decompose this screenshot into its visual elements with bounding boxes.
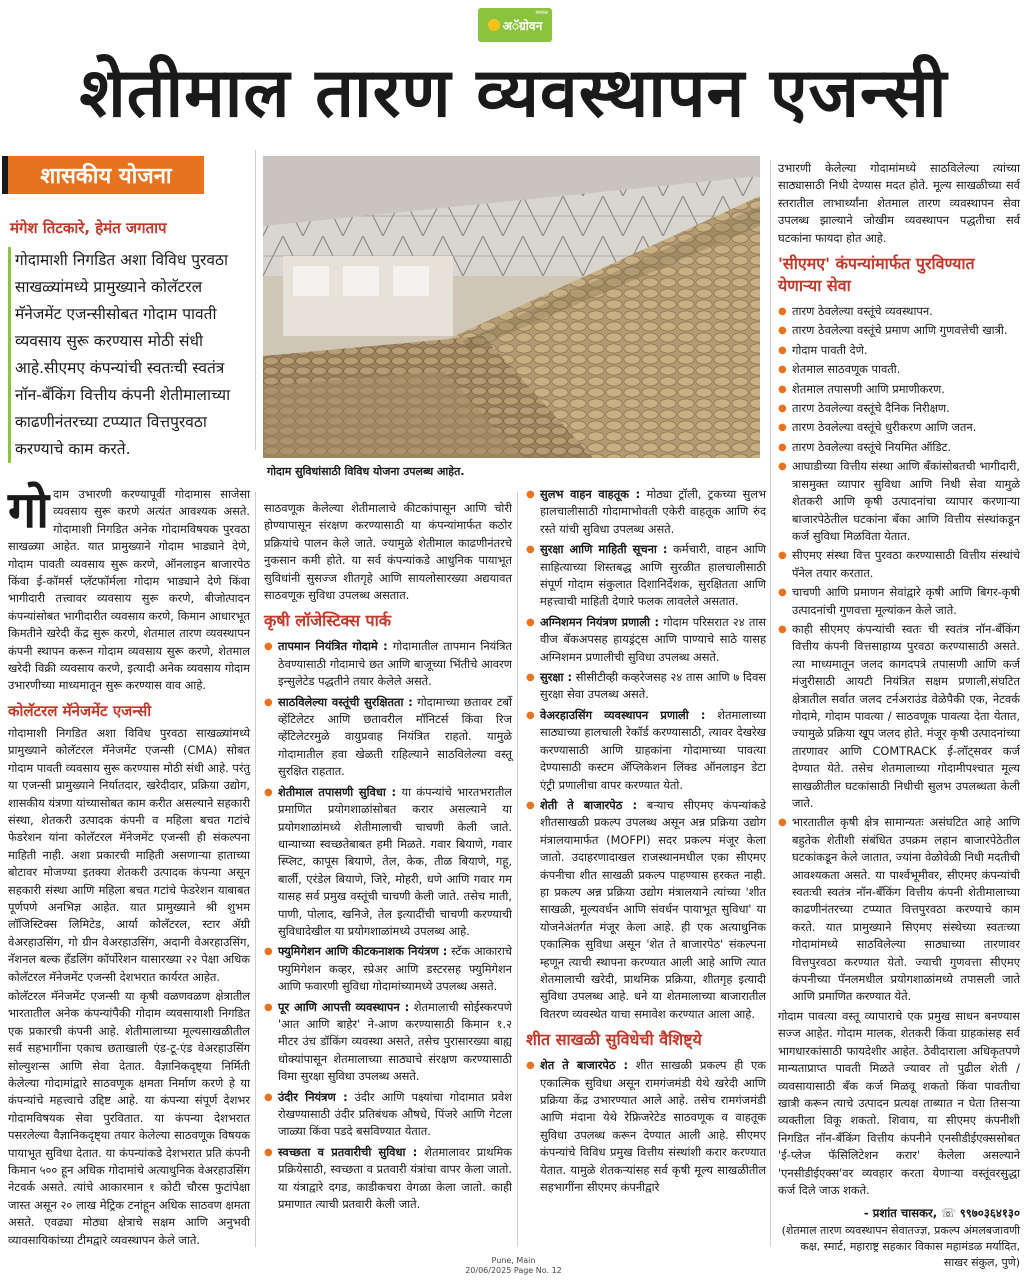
- column-divider: [255, 150, 256, 450]
- list-item: [526, 797, 766, 1023]
- bullet-title: सुरक्षा :: [540, 670, 573, 685]
- photo-caption: गोदाम सुविधांसाठी विविध योजना उपलब्ध आहेत.: [267, 465, 465, 478]
- list-item: [264, 1089, 512, 1141]
- dropcap: गो: [8, 481, 50, 539]
- bullet-text: स्टॅक आकाराचे फ्युमिगेशन कव्हर, स्प्रेअर आणि डस्टरसह फ्युमिगेशन आणि फवारणी सुविधा गोदामांच्यामध्ये उपलब्ध असते.: [278, 944, 513, 994]
- paragraph: गोदामाशी निगडित अशा विविध पुरवठा साखळ्यांमध्ये प्रामुख्याने कोलॅटरल मॅनेजमेंट एजन्सी (CMA) सोबत गोदाम पावती व्यवसाय सुरू करण्यास मोठी संधी आहे. परंतु या एजन्सी प्रामुख्याने निर्यातदार, खरेदीदार, प्रक्रिया उद्योग, शासकीय यंत्रणा यांच्यासोबत काम करीत असल्याने सहकारी संस्था, शेतकरी उत्पादक कंपनी व महिला बचत गटांचे फेडरेशन यांना कोलॅटरल मॅनेजमेंट एजन्सी ही संकल्पना माहिती नाही. अशा प्रकारची माहिती असणाऱ्या हाताच्या बोटावर मोजण्या इतक्या शेतकरी उत्पादक कंपन्या असून सहकारी संस्था आणि महिला बचत गटांचे फेडरेशन याबाबत पूर्णपणे अनभिज्ञ आहेत. यात प्रामुख्याने श्री शुभम लॉजिस्टिक्स लिमिटेड, आर्या कोलॅटरल, स्टार ॲग्री वेअरहाउसिंग, गो ग्रीन वेअरहाउसिंग, अदानी वेअरहाउसिंग, नॅशनल बल्क हँडलिंग कॉर्पोरेशन यासारख्या २२ पेक्षा अधिक कोलॅटरल मॅनेजमेंट एजन्सी देशभरात कार्यरत आहेत.: [8, 725, 250, 984]
- list-item: ● शेतमाल तपासणी आणि प्रमाणीकरण.: [778, 381, 1020, 398]
- lead-paragraph: गोदामाशी निगडित अशा विविध पुरवठा साखळ्यांमध्ये प्रामुख्याने कोलॅटरल मॅनेजमेंट एजन्सीसोबत गोदाम पावती व्यवसाय सुरू करण्यास मोठी संधी आहे.सीएमए कंपन्यांची स्वतःची स्वतंत्र नॉन-बँकिंग वित्तीय कंपनी शेतीमालाच्या काढणीनंतरच्या टप्प्यात वित्तपुरवठा करण्याचे काम करते.: [8, 247, 250, 463]
- list-item: [264, 999, 512, 1086]
- list-item: ● काही सीएमए कंपन्यांची स्वतः ची स्वतंत्र नॉन-बँकिंग वित्तीय कंपनी वित्तसाहाय्य पुरवठा करण्यासाठी असते. त्या माध्यमातून जलद कागदपत्रे तपासणी आणि कर्ज मंजुरीसाठी आयटी नियंत्रित सक्षम प्रणाली,संघटित क्षेत्रातील सर्वात जलद टर्नअराउंड वेळेपैकी एक, नेटवर्क गोदामे, गोदाम पावत्या / साठवणूक पावत्या देता येतात, ज्यामुळे प्रक्रिया खूप जलद होते. मंजूर कृषी उत्पादनांच्या तारणावर आणि COMTRACK ई-लॉट्सवर कर्ज देण्यात येते. तसेच शेतमालाच्या गोदामीपश्चात मूल्य साखळीतील घटकांसाठी निधीची सुलभ उपलब्धता केली जाते.: [778, 621, 1020, 812]
- bullet-title: शेती ते बाजारपेठ :: [540, 797, 638, 812]
- list-item: ● चाचणी आणि प्रमाणन सेवांद्वारे कृषी आणि बिगर-कृषी उत्पादनांची गुणवत्ता मूल्यांकन केले जाते.: [778, 584, 1020, 619]
- page-footer: [0, 1256, 1027, 1276]
- paragraph: उभारणी केलेल्या गोदामांमध्ये साठविलेल्या त्यांच्या साठ्यासाठी निधी देण्यास मदत होते. मूल्य साखळीच्या सर्व स्तरातील लाभार्थ्यांना शेतमाल तारण व्यवस्थापन सेवा उपलब्ध झाल्याने जोखीम व्यवस्थापन पद्धतीचा सर्व घटकांना फायदा होत आहे.: [778, 161, 1020, 245]
- bullet-title: शेत ते बाजारपेठ :: [540, 1058, 629, 1073]
- bullet-text: बऱ्याच सीएमए कंपन्यांकडे शीतसाखळी प्रकल्प उपलब्ध असून अन्न प्रक्रिया उद्योग मंत्रालयामार्फत (MOFPI) सदर प्रकल्प मंजूर केला जातो. उदाहरणादाखल राजस्थानमधील एका सीएमए कंपनीचा शीत साखळी प्रकल्प पाहण्यास हरकत नाही. हा प्रकल्प अन्न प्रक्रिया उद्योग मंत्रालयाने त्यांच्या 'शीत साखळी, मूल्यवर्धन आणि संवर्धन पायाभूत सुविधा' या योजनेअंतर्गत मंजूर केला आहे. ही एक अत्याधुनिक एकात्मिक सुविधा असून 'शेत ते बाजारपेठ' संकल्पना म्हणून त्याची स्थापना करण्यात आली आहे आणि त्यात शेतमालाची खरेदी, प्राथमिक प्रक्रिया, शीतगृह इत्यादी सुविधा उपलब्ध आहे. धने या शेतमालाच्या बाजारातील वितरण व्यवस्थेत याचा समावेश करण्यात आला आहे.: [540, 797, 767, 1021]
- headline: शेतीमाल तारण व्यवस्थापन एजन्सी: [79, 54, 948, 133]
- column-4: [778, 160, 1020, 1271]
- bullet-text: शीत साखळी प्रकल्प ही एक एकात्मिक सुविधा असून रामगंजमंडी येथे खरेदी आणि प्रक्रिया केंद्र उभारण्यात आले आहे. तसेच रामगंजमंडी आणि मंदाना येथे रेफ्रिजरेटेड साठवणूक व वाहतूक सुविधा उपलब्ध करून देण्यात आली आहे. सीएमए कंपन्यांचे विविध प्रमुख वित्तीय संस्थांशी करार करण्यात येतात. यामुळे शेतकऱ्यांसह सर्व कृषी मूल्य साखळीतील सहभागींना सीएमए कंपनीद्वारे: [540, 1058, 766, 1195]
- bullet-text: शेतमालाच्या साठ्याच्या हालचाली रेकॉर्ड करण्यासाठी, त्यावर देखरेख करण्यासाठी आणि ग्राहकांना गोदामाच्या पावत्या देण्यासाठी कस्टम ॲप्लिकेशन लिंक्ड ऑनलाइन डेटा एंट्री प्रणालीचा वापर करण्यात येतो.: [540, 707, 766, 792]
- bullet-text: गोदामातील तापमान नियंत्रित ठेवण्यासाठी गोदामाचे छत आणि बाजूच्या भिंतीचे आवरण इन्सुलेटेड पद्धतीने तयार केलेले असते.: [278, 639, 512, 689]
- bullet-text: मोठ्या ट्रॉली, ट्रकच्या सुलभ हालचालीसाठी गोदामाभोवती एकेरी वाहतूक आणि रुंद रस्ते यांची सुविधा उपलब्ध असते.: [540, 487, 766, 536]
- bullet-text: गोदामाच्या छतावर टर्बो व्हेंटिलेटर आणि छतावरील मॉनिटर्स किंवा रिज व्हेंटिलेटरमुळे वायुप्रवाह नियंत्रित राहतो. यामुळे गोदामातील हवा खेळती राहिल्याने साठविलेल्या वस्तू सुरक्षित राहतात.: [278, 694, 512, 779]
- list-item: ● तारण ठेवलेल्या वस्तूंचे व्यवस्थापन.: [778, 303, 1020, 320]
- bullet-text: उंदीर आणि पक्ष्यांचा गोदामात प्रवेश रोखण्यासाठी उंदीर प्रतिबंधक औषधे, पिंजरे आणि गेटला जाळ्या किंवा पडदे बसविण्यात येतात.: [278, 1089, 512, 1139]
- sun-icon: [488, 19, 500, 31]
- bullet-title: साठविलेल्या वस्तूंची सुरक्षितता :: [278, 694, 413, 709]
- column-divider: [770, 160, 771, 1247]
- bullet-text: सीसीटीव्ही कव्हरेजसह २४ तास आणि ७ दिवस सुरक्षा सेवा उपलब्ध असते.: [540, 670, 766, 702]
- list-item: [526, 1057, 766, 1196]
- subhead-cold-chain-features: शीत साखळी सुविधेची वैशिष्ट्ये: [526, 1030, 702, 1050]
- bullet-text: शेतमालावर प्राथमिक प्रक्रियेसाठी, स्वच्छता व प्रतवारी यंत्रांचा वापर केला जातो. या यंत्राद्वारे दगड, काडीकचरा वेगळा केला जातो. काही प्रमाणात त्याची प्रतवारी केली जाते.: [278, 1144, 512, 1212]
- bullet-title: फ्युमिगेशन आणि कीटकनाशक नियंत्रण :: [278, 944, 448, 959]
- services-list: [778, 303, 1020, 1006]
- column-divider: [255, 492, 256, 1247]
- warehouse-photo: [263, 156, 760, 458]
- bullet-title: तापमान नियंत्रित गोदामे :: [278, 639, 388, 654]
- list-item: [264, 943, 512, 995]
- bullet-title: सुलभ वाहन वाहतूक :: [540, 487, 641, 501]
- paragraph: कोलॅटरल मॅनेजमेंट एजन्सी या कृषी वळणवळण क्षेत्रातील भारतातील अनेक कंपन्यांपैकी गोदाम व्यवसायाशी निगडित एक प्रकारची कंपनी आहे. शेतीमालाच्या मूल्यसाखळीतील सर्व सहभागींना एकाच छताखाली एंड-टू-एंड वेअरहाउसिंग सोल्युशन्स आणि सेवा देतात. वैज्ञानिकदृष्ट्या निर्मिती केलेल्या गोदामांद्वारे साठवणूक क्षमता निर्माण करणे हे या कंपन्यांचे महत्त्वाचे उद्दिष्ट आहे. या कंपन्या संपूर्ण देशभर गोदामविषयक सेवा पुरवितात. या कंपन्या देशभरात पसरलेल्या वैज्ञानिकदृष्ट्या तयार केलेल्या साठवणूक विषयक पायाभूत सुविधा देतात. या कंपन्यांकडे देशभरात प्रति कंपनी किमान ५०० हून अधिक गोदामांचे अत्याधुनिक वेअरहाउसिंग नेटवर्क असते. त्यांचे आकारमान १ कोटी चौरस फुटांपेक्षा जास्त असून २० लाख मेट्रिक टनांहून अधिक साठवण क्षमता असते. एवढ्या मोठ्या क्षेत्राचे सक्षम आणि अनुभवी व्यावसायिकांच्या टीमद्वारे व्यवस्थापन केले जाते.: [8, 988, 250, 1247]
- bullet-title: सुरक्षा आणि माहिती सूचना :: [540, 542, 668, 557]
- list-item: ● भारतातील कृषी क्षेत्र सामान्यतः असंघटित आहे आणि बहुतेक शेतीशी संबंधित उपक्रम लहान बाजारपेठेतील घटकांकडून केले जातात, ज्यांना वेळोवेळी निधी मदतीची आवश्यकता असते. या पार्श्वभूमीवर, सीएमए कंपन्यांची स्वतःची स्वतंत्र नॉन-बँकिंग वित्तीय कंपनी शेतीमालाच्या काढणीनंतरच्या टप्प्यात वित्तपुरवठा करण्याचे काम करते. यात प्रामुख्याने सिएमए संस्थेच्या स्वतःच्या गोदामांमध्ये साठविलेल्या साठ्याच्या तारणावर वित्तपुरवठा करण्यात येतो. ज्याची गुणवत्ता सीएमए कंपनीच्या पॅनलमधील प्रयोगशाळांमध्ये तपासली जाते आणि प्रमाणित करण्यात येते.: [778, 814, 1020, 1005]
- list-item: ● सीएमए संस्था वित्त पुरवठा करण्यासाठी वित्तीय संस्थांचे पॅनेल तयार करतात.: [778, 547, 1020, 582]
- section-tag: शासकीय योजना: [8, 156, 204, 194]
- list-item: [526, 486, 766, 538]
- bullet-title: स्वच्छता व प्रतवारीची सुविधा :: [278, 1144, 418, 1159]
- list-item: [526, 614, 766, 666]
- list-item: ● तारण ठेवलेल्या वस्तूंचे प्रमाण आणि गुणवत्तेची खात्री.: [778, 322, 1020, 339]
- bullet-text: कर्मचारी, वाहन आणि साहित्याच्या शिस्तबद्ध आणि सुरळीत हालचालीसाठी संपूर्ण गोदाम संकुलात दिशानिर्देशक, सुरक्षितता आणि महत्त्वाची माहिती देणारे फलक लावलेले असतात.: [540, 542, 766, 609]
- column-1: [8, 481, 250, 1251]
- list-item: ● गोदाम पावती देणे.: [778, 342, 1020, 359]
- paragraph: साठवणूक केलेल्या शेतीमालाचे कीटकांपासून आणि चोरी होण्यापासून संरक्षण करण्यासाठी या कंपन्यांमार्फत कठोर प्रक्रियांचे पालन केले जाते. ज्यामुळे शेतीमाल काढणीनंतरचे नुकसान कमी होते. या सर्व कंपन्यांकडे आधुनिक पायाभूत सुविधांनी सुसज्ज शीतगृहे आणि सायलोसारख्या अद्ययावत साठवणूक सुविधा उपलब्ध असतात.: [264, 501, 512, 603]
- paragraph: गोदाम पावत्या वस्तू व्यापाराचे एक प्रमुख साधन बनण्यास सज्ज आहेत. गोदाम मालक, शेतकरी किंवा ग्राहकांसह सर्व भागधारकांसाठी फायदेशीर आहेत. ठेवीदाराला अधिकृतपणे मान्यताप्राप्त पावती मिळते ज्यावर तो पुढील शेती / व्यवसायासाठी बँक कर्ज मिळवू शकतो किंवा पावतीचा खात्री करून त्याचे उत्पादन प्रत्यक्ष ताब्यात न घेता तिसऱ्या व्यक्तीला विकू शकतो. शिवाय, या सीएमए कंपनीशी निगडित नॉन-बँकिंग वित्तीय कंपनीने एनसीडीईएक्ससोबत 'ई-प्लेज फॅसिलिटेशन करार' केलेला असल्याने 'एनसीडीईएक्स'वर व्यवहार करता येणाऱ्या वस्तूंवरसुद्धा कर्ज दिले जाऊ शकते.: [778, 1008, 1020, 1197]
- author-designation: (शेतमाल तारण व्यवस्थापन सेवातज्ज्ञ, प्रकल्प अंमलबजावणी कक्ष, स्मार्ट, महाराष्ट्र सहकार विकास महामंडळ मर्यादित, साखर संकुल, पुणे): [781, 1223, 1020, 1269]
- intro-text: दाम उभारणी करण्यापूर्वी गोदामास साजेसा व्यवसाय सुरू करणे अत्यंत आवश्यक असते. गोदामाशी निगडित अनेक गोदामविषयक पुरवठा साखळ्या आहेत. यात प्रामुख्याने गोदाम भाड्याने देणे, गोदाम पावती व्यवसाय सुरू करणे, ऑनलाइन बाजारपेठ किंवा ई-कॉमर्स प्लॅटफॉर्मला गोदाम भाड्याने देणे किंवा भागीदारी तत्त्वावर व्यवसाय सुरू करणे, बीजोत्पादन कंपन्यांसोबत भागीदारीत व्यवसाय करणे, किमान आधारभूत किमतीने खरेदी केंद्र सुरू करणे, शेतमाल तारण व्यवस्थापन कंपनी स्थापन करून गोदाम व्यवसाय सुरू करणे, शेतमाल खरेदी विक्री व्यवसाय करणे, इत्यादी अनेक व्यवसाय गोदाम उभारणीच्या माध्यमातून सुरू करण्यास वाव आहे.: [8, 487, 250, 693]
- list-item: [526, 669, 766, 704]
- bullet-title: अग्निशमन नियंत्रण प्रणाली :: [540, 614, 660, 629]
- bullet-text: गोदाम परिसरात २४ तास वीज बॅकअपसह हायड्रंट्स आणि पाण्याचे साठे यासह अग्निशमन प्रणालीची सुविधा उपलब्ध असते.: [540, 614, 767, 664]
- column-3: [526, 486, 766, 1199]
- list-item: [526, 707, 766, 794]
- bullet-title: वेअरहाउसिंग व्यवस्थापन प्रणाली :: [540, 707, 706, 722]
- list-item: ● आघाडीच्या वित्तीय संस्था आणि बँकांसोबतची भागीदारी, त्रासमुक्त व्यापार सुविधा आणि निधी सेवा यामुळे शेतकरी आणि कृषी उत्पादनांचा व्यापार करणाऱ्या बाजारपेठेतील घटकांना बँका आणि वित्तीय संस्थांकडून कर्ज सुविधा मिळविता येतात.: [778, 458, 1020, 545]
- bullet-text: या कंपन्यांचे भारतभरातील प्रमाणित प्रयोगशाळांसोबत करार असल्याने या प्रयोगशाळांमध्ये शेतीमालाची चाचणी केली जाते. धान्याच्या स्वच्छतेबाबत हमी मिळते. गवार बियाणे, गवार स्प्लिट, कापूस बियाणे, तेल, केक, तीळ बियाणे, गहू, बार्ली, एरंडेल बियाणे, जिरे, मोहरी, धणे आणि गवार गम यासह सर्व प्रमुख वस्तूंची चाचणी केली जाते. तसेच माती, पाणी, पोलाद, खनिजे, तेल इत्यादींची चाचणी करण्याची सुविधादेखील या प्रयोगशाळांमध्ये उपलब्ध आहे.: [278, 784, 513, 938]
- date-page-label: 20/06/2025 Page No. 12: [465, 1266, 562, 1275]
- subhead-collateral-management: कोलॅटरल मॅनेजमेंट एजन्सी: [8, 701, 152, 720]
- list-item: ● तारण ठेवलेल्या वस्तूंचे नियमित ऑडिट.: [778, 439, 1020, 456]
- bullet-title: उंदीर नियंत्रण :: [278, 1089, 348, 1104]
- author-signature: - प्रशांत चासकर, ☏ ९९७०३६४१३०: [863, 1206, 1020, 1221]
- list-item: [264, 1144, 512, 1214]
- list-item: [264, 694, 512, 781]
- list-item: [526, 541, 766, 611]
- logo-small-text: सकाळ: [535, 10, 548, 16]
- subhead-logistics-park: कृषी लॉजेस्टिक्स पार्क: [264, 611, 392, 631]
- list-item: ● तारण ठेवलेल्या वस्तूंचे दैनिक निरीक्षण.: [778, 400, 1020, 417]
- column-2: [264, 500, 512, 1216]
- bullet-title: पूर आणि आपत्ती व्यवस्थापन :: [278, 999, 410, 1014]
- bullet-text: शेतमालाची सोईस्करपणे 'आत आणि बाहेर' ने-आण करण्यासाठी किमान १.२ मीटर उंच डॉकिंग व्यवस्था असते, तसेच पुरासारख्या बाह्य धोक्यांपासून शेतमालाच्या साठ्याचे संरक्षण करण्यासाठी विमा सुरक्षा सुविधा उपलब्ध असते.: [278, 999, 512, 1084]
- logo-text: अॅग्रोवन: [502, 18, 543, 33]
- list-item: ● शेतमाल साठवणूक पावती.: [778, 361, 1020, 378]
- intro-paragraph: [8, 481, 250, 695]
- column-divider: [517, 492, 518, 1247]
- list-item: [264, 784, 512, 941]
- agrowon-logo: [478, 8, 552, 42]
- bullet-title: शेतीमाल तपासणी सुविधा :: [278, 784, 397, 799]
- list-item: [264, 638, 512, 690]
- subhead-cma-services: 'सीएमए' कंपन्यांमार्फत पुरविण्यात येणाऱ्या सेवा: [778, 254, 975, 296]
- byline: मंगेश तिटकारे, हेमंत जगताप: [10, 219, 167, 237]
- edition-label: Pune, Main: [491, 1256, 536, 1265]
- list-item: ● तारण ठेवलेल्या वस्तूंचे धुरीकरण आणि जतन.: [778, 419, 1020, 436]
